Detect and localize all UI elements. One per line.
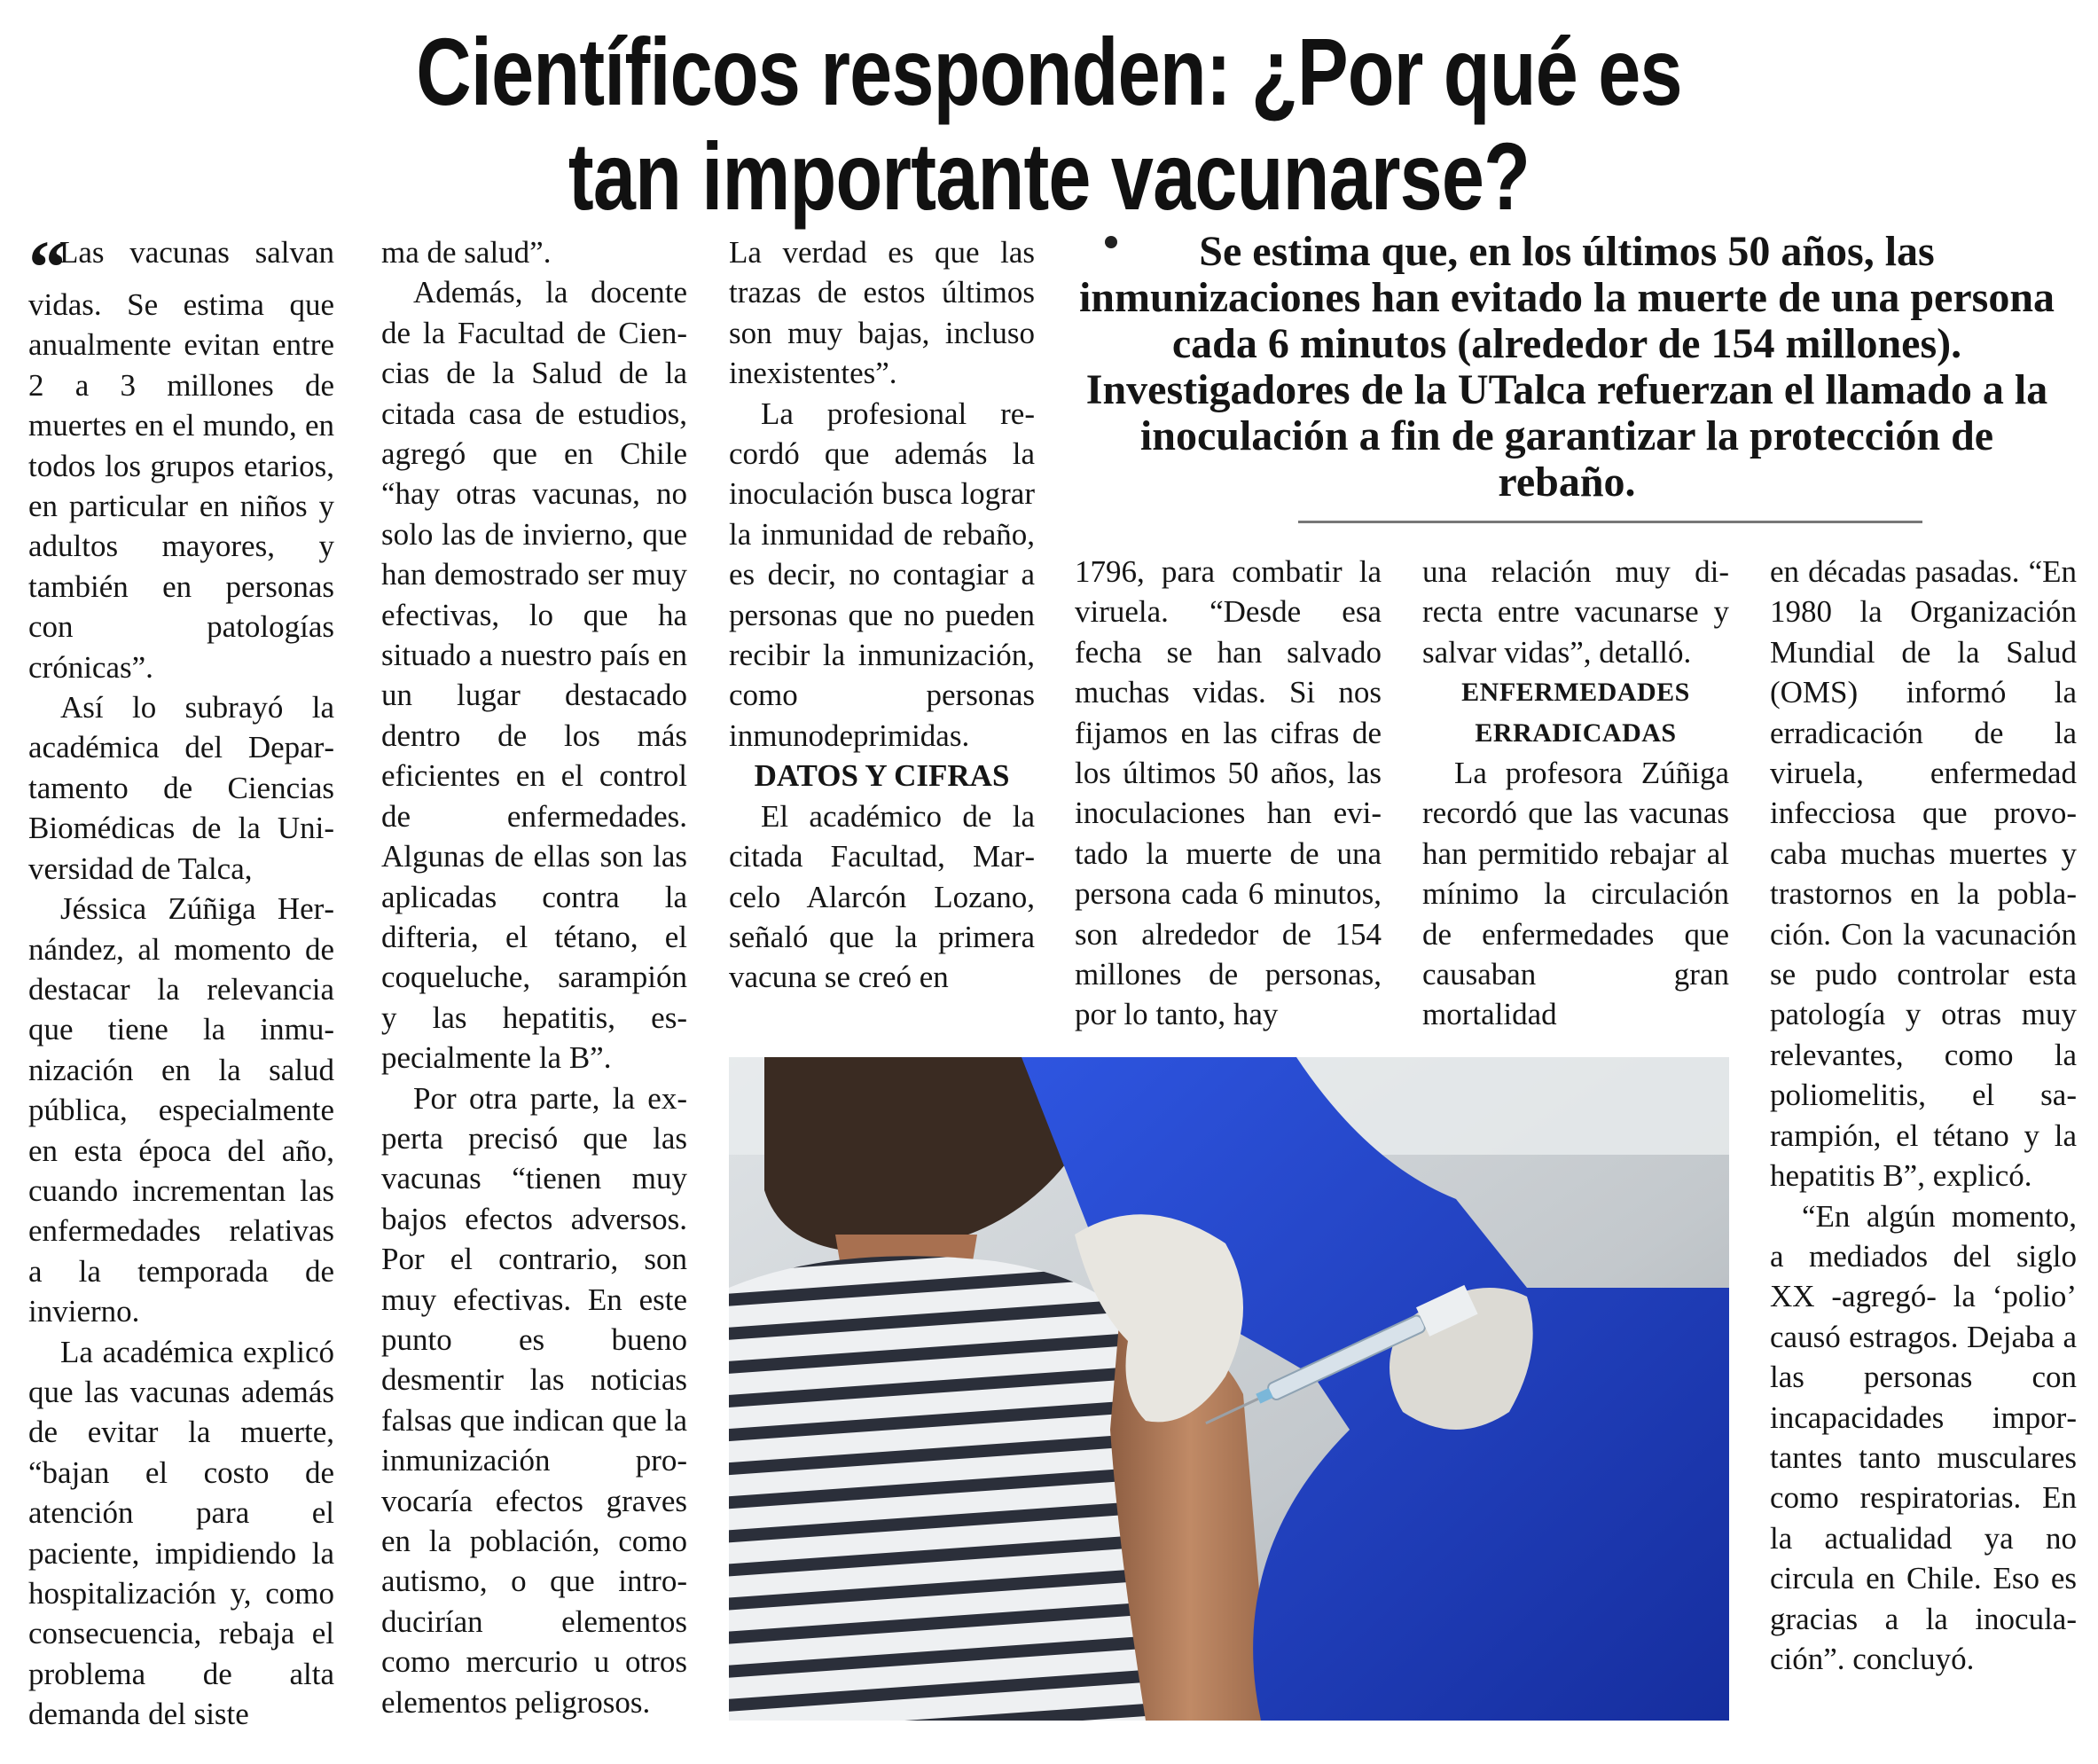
paragraph: La académica explicó que las vacunas además de evitar la muerte, “bajan el costo de atención para el paciente, impidiendo la hospitalización y, como consecuencia, rebaja el problema de alta demanda del siste	[28, 1334, 334, 1732]
paragraph: El académico de la citada Facultad, Marcelo Alarcón Lozano, señaló que la primera vacuna se creó en	[729, 798, 1035, 995]
paragraph	[28, 224, 334, 687]
column-4	[1075, 552, 1382, 1035]
subheading-line: ERRADICADAS	[1475, 717, 1677, 748]
column-2	[381, 232, 687, 1722]
paragraph: La verdad es que las trazas de estos últimos son muy bajas, incluso inexistentes”.	[729, 235, 1035, 391]
standfirst: Se estima que, en los últimos 50 años, las inmunizaciones han evitado la muerte de una persona cada 6 minutos (alrededor de 154 millones). Investigadores de la UTalca refuerzan el llamado a la inoculación a fin de garantizar la protección de rebaño.	[1078, 228, 2055, 506]
paragraph: una relación muy directa entre vacunarse y salvar vidas”, detalló.	[1422, 554, 1729, 670]
headline	[210, 20, 1889, 229]
divider	[1298, 521, 1922, 523]
paragraph: Además, la docente de la Facultad de Ciencias de la Salud de la citada casa de estudios, agregó que en Chile “hay otras vacunas, no solo las de invierno, que han demostrado ser muy efectivas, lo que ha situado a nuestro país en un lugar destacado dentro de los más eficientes en el control de enfermedades. Algunas de ellas son las aplicadas contra la difteria, el tétano, el coqueluche, sarampión y las hepatitis, especialmente la B”.	[381, 275, 687, 1076]
headline-line-1: Científicos responden: ¿Por qué es	[416, 18, 1682, 125]
paragraph: 1796, para combatir la viruela. “Desde esa fecha se han salvado muchas vidas. Si nos fijamos en las cifras de los últimos 50 años, las inoculaciones han evitado la muerte de una persona cada 6 minutos, son alrededor de 154 millones de personas, por lo tanto, hay	[1075, 554, 1382, 1032]
paragraph: Jéssica Zúñiga Hernández, al momento de destacar la relevancia que tiene la inmunización en la salud pública, especialmente en esta época del año, cuando incrementan las enfermedades relativas a la temporada de invierno.	[28, 891, 334, 1329]
paragraph: Así lo subrayó la académica del Departamento de Ciencias Biomédicas de la Universidad de Talca,	[28, 690, 334, 886]
subheading	[1422, 672, 1729, 753]
column-1	[28, 224, 334, 1735]
column-6	[1770, 552, 2077, 1679]
paragraph-text: Las vacunas salvan vidas. Se estima que anualmente evitan entre 2 a 3 millones de muertes en el mundo, en todos los grupos etarios, en particular en niños y adultos mayores, y también en personas con patologías crónicas”.	[28, 235, 334, 685]
subheading-line: ENFERMEDADES	[1461, 678, 1690, 708]
vaccination-photo	[729, 1057, 1729, 1721]
column-5	[1422, 552, 1729, 1035]
paragraph: “En algún momento, a mediados del siglo XX -agregó- la ‘polio’ causó estragos. Dejaba a las personas con incapacidades importantes tanto musculares como respiratorias. En la actualidad ya no circula en Chile. Eso es gracias a la inoculación”. concluyó.	[1770, 1198, 2077, 1676]
quote-mark: “	[28, 224, 56, 310]
paragraph: La profesional recordó que además la inoculación busca lograr la inmunidad de rebaño, es decir, no contagiar a personas que no pueden recibir la inmunización, como personas inmunodeprimidas.	[729, 396, 1035, 753]
paragraph: La profesora Zúñiga recordó que las vacunas han permitido rebajar al mínimo la circulación de enfermedades que causaban gran mortalidad	[1422, 756, 1729, 1032]
paragraph: Por otra parte, la experta precisó que las vacunas “tienen muy bajos efectos adversos. Por el contrario, son muy efectivas. En este punto es bueno desmentir las noticias falsas que indican que la inmunización provocaría efectos graves en la población, como autismo, o que introducirían elementos como mercurio u otros elementos peligrosos.	[381, 1080, 687, 1720]
subheading: DATOS Y CIFRAS	[754, 758, 1010, 794]
column-3	[729, 232, 1035, 998]
paragraph: en décadas pasadas. “En 1980 la Organización Mundial de la Salud (OMS) informó la erradicación de la viruela, enfermedad infecciosa que provocaba muchas muertes y trastornos en la población. Con la vacunación se pudo controlar esta patología y otras muy relevantes, como la poliomelitis, el sarampión, el tétano y la hepatitis B”, explicó.	[1770, 554, 2077, 1194]
vaccination-illustration	[729, 1057, 1729, 1721]
headline-line-2: tan importante vacunarse?	[568, 122, 1530, 230]
paragraph: ma de salud”.	[381, 235, 552, 270]
